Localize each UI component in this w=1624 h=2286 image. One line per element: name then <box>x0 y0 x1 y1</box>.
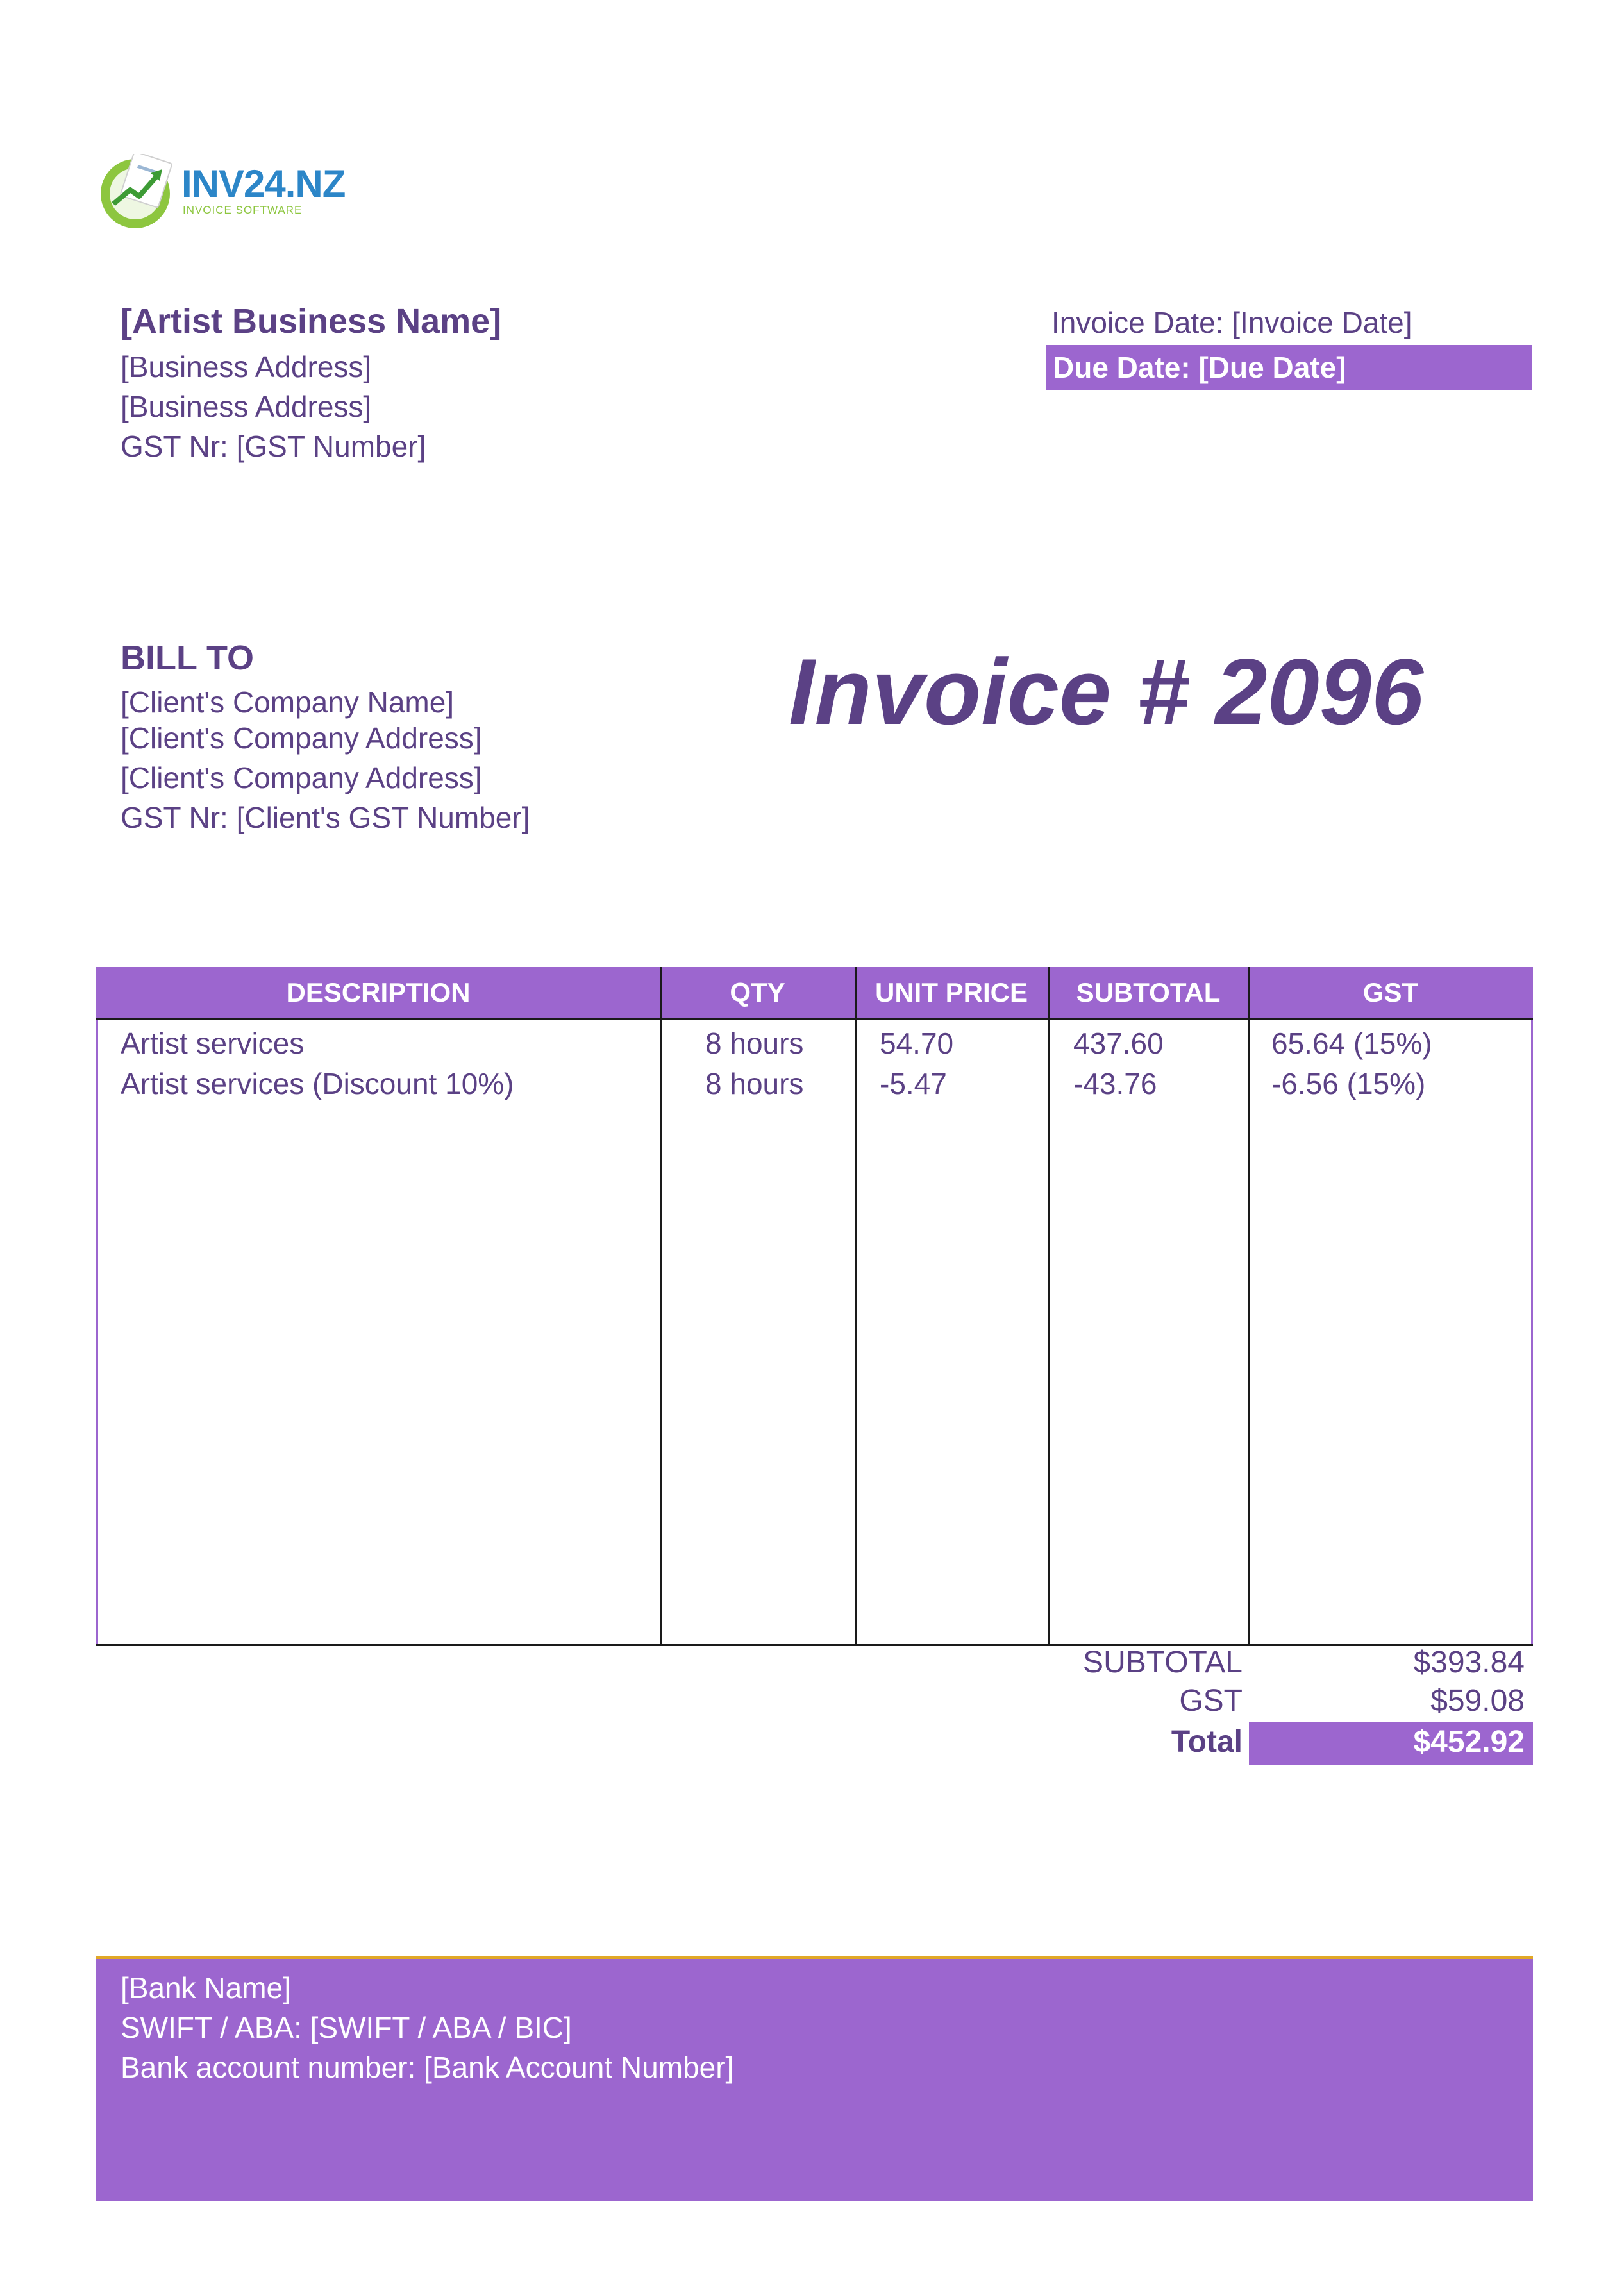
column-divider <box>660 967 662 1646</box>
gst-label: GST <box>1179 1684 1243 1718</box>
business-gst: GST Nr: [GST Number] <box>121 430 426 463</box>
logo-brand: INV24.NZ <box>181 162 346 205</box>
table-header <box>96 967 1533 1018</box>
header-divider <box>96 1018 1533 1020</box>
invoice-title: Invoice # 2096 <box>789 639 1424 744</box>
logo-tagline: INVOICE SOFTWARE <box>183 204 303 216</box>
client-address-1: [Client's Company Address] <box>121 721 482 755</box>
gst-value: $59.08 <box>1430 1684 1525 1718</box>
business-name: [Artist Business Name] <box>121 302 502 340</box>
due-date: Due Date: [Due Date] <box>1046 345 1532 390</box>
business-address-2: [Business Address] <box>121 390 372 423</box>
header-gst: GST <box>1362 977 1419 1007</box>
column-divider <box>1248 967 1250 1646</box>
column-divider <box>855 967 857 1646</box>
bank-name: [Bank Name] <box>121 1971 291 2004</box>
row-1-description: Artist services <box>121 1027 305 1060</box>
bank-swift: SWIFT / ABA: [SWIFT / ABA / BIC] <box>121 2011 572 2044</box>
column-divider <box>1048 967 1050 1646</box>
client-address-2: [Client's Company Address] <box>121 761 482 794</box>
line-items-table <box>96 967 1533 1646</box>
row-2-description: Artist services (Discount 10%) <box>121 1067 514 1100</box>
bank-account: Bank account number: [Bank Account Number] <box>121 2051 734 2084</box>
invoice-date: Invoice Date: [Invoice Date] <box>1051 306 1412 339</box>
header-subtotal: SUBTOTAL <box>1076 977 1221 1007</box>
row-2-gst: -6.56 (15%) <box>1271 1067 1426 1100</box>
client-company-name: [Client's Company Name] <box>121 685 455 719</box>
business-address-1: [Business Address] <box>121 350 372 383</box>
row-1-qty: 8 hours <box>705 1027 804 1060</box>
total-value: $452.92 <box>1413 1725 1525 1759</box>
header-unit-price: UNIT PRICE <box>875 977 1028 1007</box>
row-1-gst: 65.64 (15%) <box>1271 1027 1432 1060</box>
bill-to-heading: BILL TO <box>121 639 255 677</box>
row-2-qty: 8 hours <box>705 1067 804 1100</box>
table-border-right <box>1531 967 1533 1646</box>
client-gst: GST Nr: [Client's GST Number] <box>121 801 530 834</box>
bank-details <box>96 1956 1533 2201</box>
row-2-unit-price: -5.47 <box>880 1067 947 1100</box>
header-description: DESCRIPTION <box>286 977 471 1007</box>
row-1-unit-price: 54.70 <box>880 1027 954 1060</box>
logo-icon <box>99 154 176 231</box>
total-label: Total <box>1171 1725 1243 1759</box>
header-qty: QTY <box>730 977 785 1007</box>
row-1-subtotal: 437.60 <box>1073 1027 1164 1060</box>
row-2-subtotal: -43.76 <box>1073 1067 1157 1100</box>
subtotal-label: SUBTOTAL <box>1083 1645 1243 1679</box>
table-border-left <box>96 967 98 1646</box>
subtotal-value: $393.84 <box>1413 1645 1525 1679</box>
